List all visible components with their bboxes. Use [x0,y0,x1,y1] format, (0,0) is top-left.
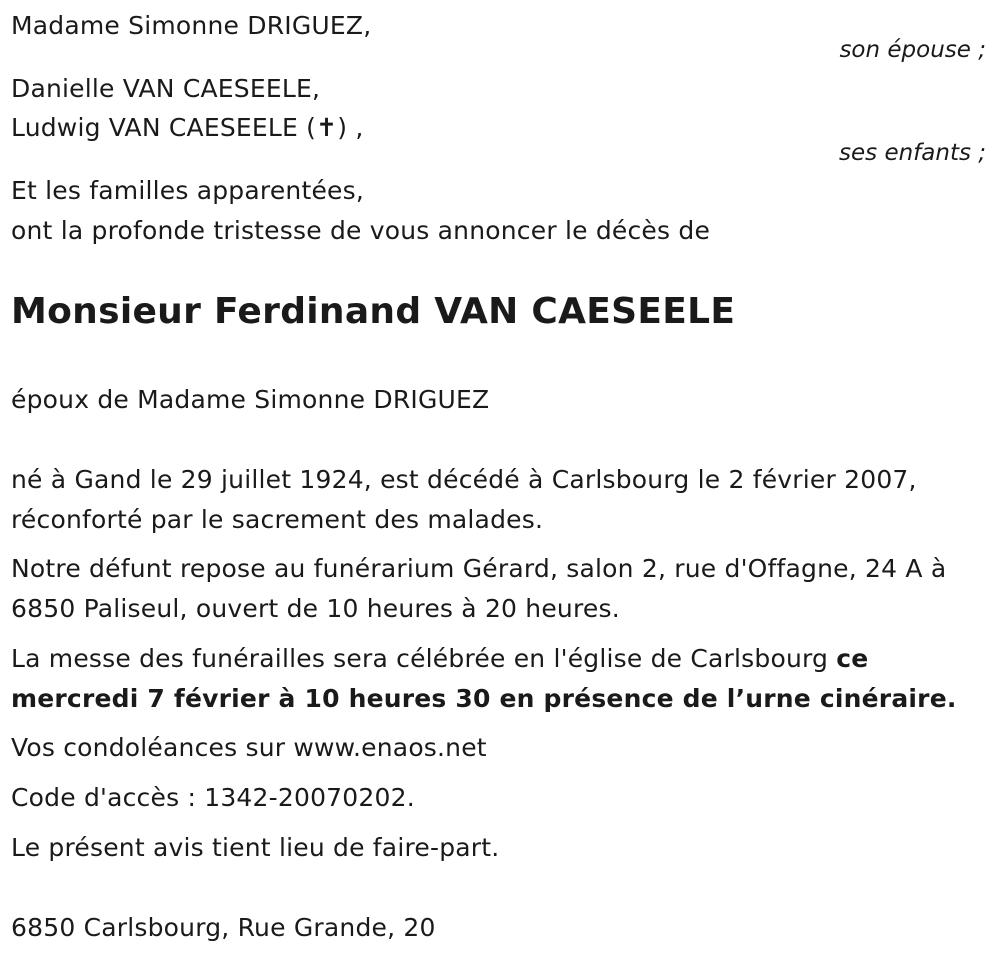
birth-death-line-1: né à Gand le 29 juillet 1924, est décédé à Carlsbourg le 2 février 2007, [11,465,917,494]
access-code-line: Code d'accès : 1342-20070202. [11,783,415,812]
deceased-name: Monsieur Ferdinand VAN CAESEELE [11,291,736,332]
condolences-line [11,728,487,768]
spouse-name: Madame Simonne DRIGUEZ, [11,11,372,40]
mass-text: La messe des funérailles sera célébrée en l'église de Carlsbourg [11,644,837,673]
condolences-link[interactable]: www.enaos.net [293,733,487,762]
notice-line: Le présent avis tient lieu de faire-part. [11,833,500,862]
deceased-spouse-line: époux de Madame Simonne DRIGUEZ [11,385,490,414]
mass-date-start: ce [836,644,869,673]
child-name-2: Ludwig VAN CAESEELE (✝) , [11,113,364,142]
children-role: ses enfants ; [839,140,986,166]
families-line: Et les familles apparentées, [11,176,364,205]
funeral-home-line-1: Notre défunt repose au funérarium Gérard, salon 2, rue d'Offagne, 24 A à [11,554,947,583]
announcement-line: ont la profonde tristesse de vous annoncer le décès de [11,216,711,245]
address-line: 6850 Carlsbourg, Rue Grande, 20 [11,913,436,942]
child-name-1: Danielle VAN CAESEELE, [11,74,321,103]
mass-line-2: mercredi 7 février à 10 heures 30 en présence de l’urne cinéraire. [11,684,957,713]
birth-death-line-2: réconforté par le sacrement des malades. [11,505,544,534]
funeral-home-line-2: 6850 Paliseul, ouvert de 10 heures à 20 heures. [11,594,620,623]
spouse-role: son épouse ; [839,37,986,63]
mass-line-1 [11,639,868,679]
condolences-label: Vos condoléances sur [11,733,294,762]
